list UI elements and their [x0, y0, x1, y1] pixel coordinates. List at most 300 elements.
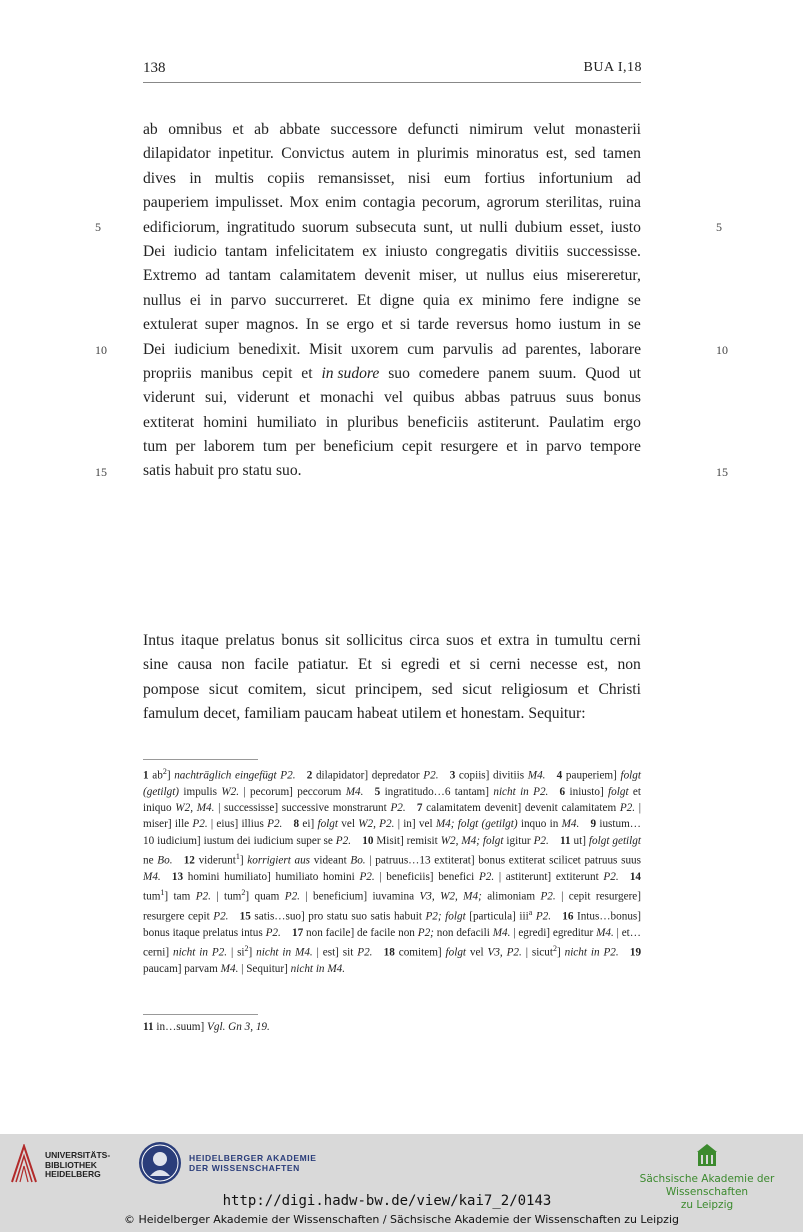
word: utilem	[401, 705, 442, 723]
word: non	[221, 656, 245, 674]
word: congregatis	[435, 242, 508, 260]
word: enim	[325, 194, 357, 212]
word: et	[445, 705, 457, 723]
apparatus-siglum: M4.	[596, 926, 614, 939]
word: propriis	[143, 364, 192, 382]
text-line	[143, 118, 641, 142]
word: nullus	[486, 267, 525, 285]
word: se	[326, 316, 340, 334]
apparatus-siglum: P2.	[535, 910, 552, 923]
text-line	[143, 313, 641, 337]
word: laborare	[589, 340, 641, 358]
word: tum	[262, 438, 288, 456]
apparatus-text: comitem]	[394, 946, 446, 959]
apparatus-text: alimoniam	[481, 890, 541, 903]
word: digne	[379, 291, 415, 309]
word: iniusto	[385, 242, 428, 260]
line-number-15-right: 15	[716, 465, 728, 479]
word: Sequitur:	[528, 705, 586, 723]
word: velut	[533, 121, 565, 138]
word: uxorem	[350, 340, 399, 358]
word: et	[381, 316, 393, 334]
word: Misit	[309, 340, 343, 358]
apparatus-siglum: M4.	[561, 818, 580, 831]
apparatus-siglum: P2;	[417, 926, 434, 939]
word: sicut	[316, 680, 346, 698]
word: egredi	[400, 656, 440, 674]
word: pauperiem	[143, 194, 209, 212]
apparatus-text: videant	[310, 854, 351, 867]
apparatus-text: tum	[143, 890, 161, 903]
text-line	[143, 629, 641, 653]
apparatus-text: | eius] illius	[207, 818, 268, 831]
apparatus-text: ] quam	[245, 890, 285, 903]
apparatus-text: | patruus…13 extiterat] bonus extiterat scilicet patruus suus	[365, 854, 641, 867]
word: parvo	[546, 438, 582, 456]
apparatus-siglum: nachträglich eingefügt P2.	[174, 769, 296, 782]
apparatus-text: | est] sit	[312, 946, 358, 959]
apparatus-text: ne	[143, 854, 158, 867]
saxon-academy-building-icon[interactable]	[696, 1142, 718, 1168]
word: tumultu	[554, 632, 604, 649]
word: ut	[465, 267, 478, 285]
word: humiliato	[256, 413, 317, 431]
main-text	[143, 118, 641, 484]
apparatus-siglum: nicht in P2.	[172, 946, 228, 959]
word: bonus	[281, 632, 319, 649]
text-line	[143, 167, 641, 191]
word: facile	[254, 656, 289, 674]
apparatus-text: | miser] ille	[143, 802, 642, 831]
apparatus-siglum: P2.	[533, 834, 549, 847]
apparatus-siglum: P2.	[192, 818, 208, 831]
text-line	[143, 191, 641, 215]
apparatus-text: igitur	[503, 834, 534, 847]
apparatus-text: ] tam	[164, 890, 196, 903]
apparatus-superscript: 2	[552, 943, 557, 953]
apparatus-siglum: P2.	[619, 802, 636, 815]
apparatus-text: ut]	[570, 834, 589, 847]
word: extra	[498, 632, 530, 649]
text-line	[143, 289, 641, 313]
apparatus-text: homini humiliato] humiliato homini	[183, 870, 360, 883]
word: extiterat	[143, 413, 195, 431]
word: abbate	[279, 121, 321, 138]
apparatus-siglum: nicht in M4.	[290, 962, 346, 975]
apparatus-siglum: Bo.	[350, 854, 366, 867]
word: iudicio	[173, 242, 217, 260]
word: ex	[458, 291, 474, 309]
apparatus-text: satis…suo] pro statu suo satis habuit	[250, 910, 426, 923]
university-library-logo-text: UNIVERSITÄTS- BIBLIOTHEK HEIDELBERG	[45, 1150, 111, 1179]
word: itaque	[180, 632, 219, 649]
apparatus-line-ref: 4	[556, 769, 563, 782]
apparatus-text: ]	[248, 946, 257, 959]
word: abbas	[464, 389, 501, 407]
line-number-10-right: 10	[716, 343, 728, 357]
heidelberg-academy-logo-text: HEIDELBERGER AKADEMIE DER WISSENSCHAFTEN	[189, 1153, 317, 1173]
word: Convictus	[281, 145, 345, 163]
word: se	[627, 291, 641, 309]
apparatus-line-ref: 14	[629, 870, 642, 883]
apparatus-siglum: P2.	[213, 910, 229, 923]
word: Quod	[585, 364, 620, 382]
apparatus-text: vel	[466, 946, 488, 959]
apparatus-siglum: P2.	[195, 890, 211, 903]
word: sicut	[208, 680, 239, 698]
word: subsecuta	[355, 218, 417, 236]
word: suo.	[275, 462, 302, 480]
word: ruina	[608, 194, 641, 212]
word: ergo	[613, 413, 641, 431]
word: nulli	[479, 218, 508, 236]
apparatus-siglum: M4.	[220, 962, 239, 975]
word: tempore	[589, 438, 641, 456]
apparatus-text: | et…cerni]	[143, 926, 641, 959]
word: sollicitus	[346, 632, 403, 649]
apparatus-line-ref: 13	[171, 870, 184, 883]
apparatus-text: inquo in	[517, 818, 562, 831]
word: minoratus	[476, 145, 539, 163]
apparatus-text: copiis] divitiis	[455, 769, 528, 782]
word: dives	[143, 169, 176, 187]
word: honestam.	[460, 705, 525, 723]
apparatus-text: calamitatem devenit] devenit calamitatem	[422, 802, 620, 815]
word: nimirum	[469, 121, 524, 138]
apparatus-text: | tum	[210, 890, 242, 903]
word: habuit	[174, 462, 214, 480]
word: extulerat	[143, 316, 198, 334]
word: eius	[532, 267, 559, 285]
testimonia-rule	[143, 1014, 258, 1015]
word: edificiorum,	[143, 218, 220, 236]
word: Et	[356, 291, 371, 309]
word: sed	[431, 680, 453, 698]
apparatus-siglum: folgt getilgt	[588, 834, 641, 847]
apparatus-text: dilapidator] depredator	[312, 769, 424, 782]
word: familiam	[244, 705, 301, 723]
word: comedere	[418, 364, 480, 382]
apparatus-text: | successisse] successive monstrarunt	[214, 802, 391, 815]
apparatus-line-ref: 17	[292, 926, 304, 939]
text-line	[143, 264, 641, 288]
apparatus-siglum: P2.	[335, 834, 352, 847]
word: prelatus	[225, 632, 275, 649]
word: et	[577, 680, 589, 698]
apparatus-line-ref: 19	[629, 946, 642, 959]
word: in	[189, 169, 202, 187]
word: devenit	[364, 267, 411, 285]
apparatus-superscript: 2	[162, 767, 167, 776]
text-line	[143, 362, 641, 386]
word: comitem,	[247, 680, 307, 698]
word: reversus	[456, 316, 509, 334]
apparatus-line-ref: 2	[306, 769, 313, 782]
apparatus-line-ref: 5	[374, 785, 381, 798]
word: nullus	[143, 291, 182, 309]
apparatus-text: pauperiem]	[562, 769, 621, 782]
apparatus-siglum: P2.	[390, 802, 406, 815]
apparatus-siglum: P2.	[540, 890, 556, 903]
apparatus-rule	[143, 759, 258, 760]
word: esset,	[569, 218, 604, 236]
apparatus-line-ref: 8	[293, 818, 300, 831]
word: Christi	[598, 680, 641, 698]
apparatus-text: | si	[227, 946, 245, 959]
text-line	[143, 653, 641, 677]
word: beneficiis	[407, 413, 469, 431]
apparatus-siglum: M4.	[492, 926, 511, 939]
word: ergo	[346, 316, 374, 334]
word: misereretur,	[566, 267, 641, 285]
apparatus-text: ]	[166, 769, 175, 782]
apparatus-siglum: P2.	[423, 769, 439, 782]
apparatus-text: ab	[148, 769, 163, 782]
word: paucam	[304, 705, 353, 723]
apparatus-text: | egredi] egreditur	[510, 926, 597, 939]
word: cerni	[609, 632, 641, 649]
word: et	[299, 389, 311, 407]
text-line	[143, 216, 641, 240]
apparatus-siglum: P2; folgt	[425, 910, 466, 923]
word: in	[325, 413, 338, 431]
word: decet,	[203, 705, 241, 723]
word: ei	[189, 291, 202, 309]
word: succurreret.	[275, 291, 349, 309]
word: cepit	[401, 438, 433, 456]
word: suus	[565, 389, 594, 407]
testimonia-line-ref: 11	[143, 1021, 154, 1033]
word: Paulatim	[548, 413, 605, 431]
word: eum	[443, 169, 471, 187]
word: successisse.	[566, 242, 641, 260]
word: benedixit.	[238, 340, 301, 358]
word: ad	[501, 340, 517, 358]
apparatus-line-ref: 11	[560, 834, 571, 847]
apparatus-siglum: folgt (getilgt)	[143, 769, 641, 798]
apparatus-text: viderunt	[194, 854, 236, 867]
word: Dei	[143, 340, 166, 358]
word: cerni	[489, 656, 521, 674]
word: agrorum	[486, 194, 540, 212]
permalink-url[interactable]: http://digi.hadw-bw.de/view/kai7_2/0143	[222, 1193, 552, 1209]
word: laborem	[203, 438, 255, 456]
word: in	[525, 438, 538, 456]
apparatus-siglum: folgt	[445, 946, 467, 959]
word: parvulis	[442, 340, 494, 358]
word: et	[449, 656, 461, 674]
word: in	[608, 316, 621, 334]
apparatus-text: iniusto]	[565, 785, 609, 798]
word: In	[305, 316, 319, 334]
apparatus-siglum: P2.	[267, 818, 283, 831]
word: homini	[203, 413, 248, 431]
apparatus-text: | in] vel	[394, 818, 436, 831]
header-rule	[143, 82, 641, 83]
word: dubium	[514, 218, 563, 236]
word: in sudore	[321, 364, 380, 382]
word: plurimis	[416, 145, 469, 163]
word: resurgere	[440, 438, 499, 456]
word: se	[627, 316, 641, 334]
word: habeat	[356, 705, 398, 723]
apparatus-text: | cepit resurgere] resurgere cepit	[143, 890, 641, 923]
word: fere	[539, 291, 564, 309]
apparatus-siglum: P2.	[603, 870, 619, 883]
word: religiosum	[501, 680, 569, 698]
word: beneficium	[323, 438, 394, 456]
apparatus-text: | beneficium] iuvamina	[299, 890, 420, 903]
apparatus-line-ref: 1	[143, 769, 149, 782]
word: si	[399, 316, 411, 334]
text-line	[143, 386, 641, 410]
apparatus-siglum: W2, M4.	[175, 802, 215, 815]
word: dilapidator	[143, 145, 211, 163]
word: patruus	[510, 389, 556, 407]
word: cepit	[262, 364, 293, 382]
apparatus-text: iustum…10 iudicium] iustum dei iudicium super se	[143, 818, 641, 847]
word: sunt,	[423, 218, 454, 236]
word: ad	[205, 267, 221, 285]
word: nisi	[408, 169, 431, 187]
word: tantam	[224, 242, 268, 260]
word: principem,	[355, 680, 423, 698]
word: pompose	[143, 680, 200, 698]
apparatus-siglum: korrigiert aus	[247, 854, 311, 867]
apparatus-siglum: Bo.	[157, 854, 173, 867]
word: cum	[407, 340, 435, 358]
word: monasterii	[575, 121, 641, 138]
word: pro	[217, 462, 239, 480]
apparatus-siglum: M4; folgt (getilgt)	[435, 818, 518, 831]
word: causa	[177, 656, 213, 674]
word: super	[204, 316, 239, 334]
word: iudicium	[174, 340, 230, 358]
word: quibus	[412, 389, 455, 407]
word: et	[480, 632, 492, 649]
word: per	[175, 438, 196, 456]
word: omnibus	[168, 121, 222, 138]
apparatus-siglum: M4.	[143, 870, 161, 883]
word: et	[301, 364, 313, 382]
testimonia-note	[143, 1019, 641, 1035]
word: si	[381, 656, 392, 674]
apparatus-text: ]	[556, 946, 565, 959]
apparatus-text: | sicut	[521, 946, 553, 959]
testimonia-source: Vgl. Gn 3, 19.	[207, 1021, 270, 1033]
word: defuncti	[407, 121, 459, 138]
apparatus-text: [particula] iii	[465, 910, 529, 923]
apparatus-siglum: V3, P2.	[487, 946, 522, 959]
apparatus-siglum: P2.	[359, 870, 375, 883]
word: ab	[254, 121, 269, 138]
line-number-10-left: 10	[95, 343, 107, 357]
word: sit	[325, 632, 340, 649]
apparatus-line-ref: 9	[590, 818, 597, 831]
apparatus-text: non facile] de facile non	[303, 926, 418, 939]
line-number-15-left: 15	[95, 465, 107, 479]
word: viderunt	[237, 389, 290, 407]
word: calamitatem	[279, 267, 356, 285]
word: et	[506, 438, 518, 456]
word: parentes,	[525, 340, 582, 358]
apparatus-text: Misit] remisit	[373, 834, 441, 847]
word: et	[232, 121, 244, 138]
apparatus-siglum: P2.	[478, 870, 495, 883]
word: ingratitudo	[226, 218, 296, 236]
word: autem	[351, 145, 390, 163]
word: famulum	[143, 705, 200, 723]
word: successore	[330, 121, 398, 138]
word: inpetitur.	[217, 145, 274, 163]
word: necesse	[529, 656, 578, 674]
apparatus-text: non defacili	[433, 926, 493, 939]
word: infortunium	[538, 169, 613, 187]
apparatus-text: ei]	[299, 818, 318, 831]
apparatus-line-ref: 10	[362, 834, 374, 847]
word: minimo	[482, 291, 531, 309]
university-library-logo-icon[interactable]	[10, 1144, 38, 1184]
word: sine	[143, 656, 169, 674]
word: suorum	[302, 218, 349, 236]
word: pecorum,	[421, 194, 481, 212]
apparatus-superscript: 1	[235, 851, 240, 861]
text-line	[143, 678, 641, 702]
word: astiterunt.	[477, 413, 540, 431]
word: bonus	[603, 389, 641, 407]
apparatus-text: impulis	[179, 785, 222, 798]
word: divitiis	[515, 242, 559, 260]
word: Mox	[289, 194, 319, 212]
word: iusto	[610, 218, 641, 236]
apparatus-superscript: 2	[244, 943, 249, 953]
word: statu	[242, 462, 272, 480]
academy-seal-icon[interactable]	[139, 1142, 181, 1184]
word: ad	[626, 169, 641, 187]
word: tum	[143, 438, 168, 456]
word: homo	[515, 316, 552, 334]
word: suo	[388, 364, 410, 382]
apparatus-text: ]	[239, 854, 248, 867]
apparatus-text: | pecorum] peccorum	[239, 785, 346, 798]
testimonia-lemma: in…suum]	[153, 1021, 208, 1033]
apparatus-text: | beneficiis] benefici	[374, 870, 479, 883]
second-text	[143, 629, 641, 727]
word: Et	[358, 656, 372, 674]
word: magnos.	[246, 316, 299, 334]
word: ex	[362, 242, 377, 260]
word: Dei	[143, 242, 166, 260]
apparatus-siglum: W2, P2.	[358, 818, 395, 831]
apparatus-siglum: nicht in P2.	[564, 946, 619, 959]
critical-apparatus	[143, 764, 641, 977]
apparatus-text: vel	[337, 818, 359, 831]
word: patiatur.	[298, 656, 349, 674]
word: tamen	[602, 145, 641, 163]
word: parvo	[230, 291, 267, 309]
apparatus-line-ref: 6	[559, 785, 566, 798]
word: satis	[143, 462, 171, 480]
apparatus-text: et iniquo	[143, 785, 641, 815]
apparatus-siglum: nicht in M4.	[256, 946, 313, 959]
word: infelicitatem	[275, 242, 355, 260]
apparatus-siglum: V3, W2, M4;	[419, 890, 482, 903]
apparatus-siglum: nicht in P2.	[493, 785, 549, 798]
word: iustum	[558, 316, 601, 334]
word: non	[617, 656, 641, 674]
saxon-academy-logo-text: Sächsische Akademie der Wissenschaften zu Leipzig	[639, 1173, 775, 1211]
word: suos	[446, 632, 474, 649]
